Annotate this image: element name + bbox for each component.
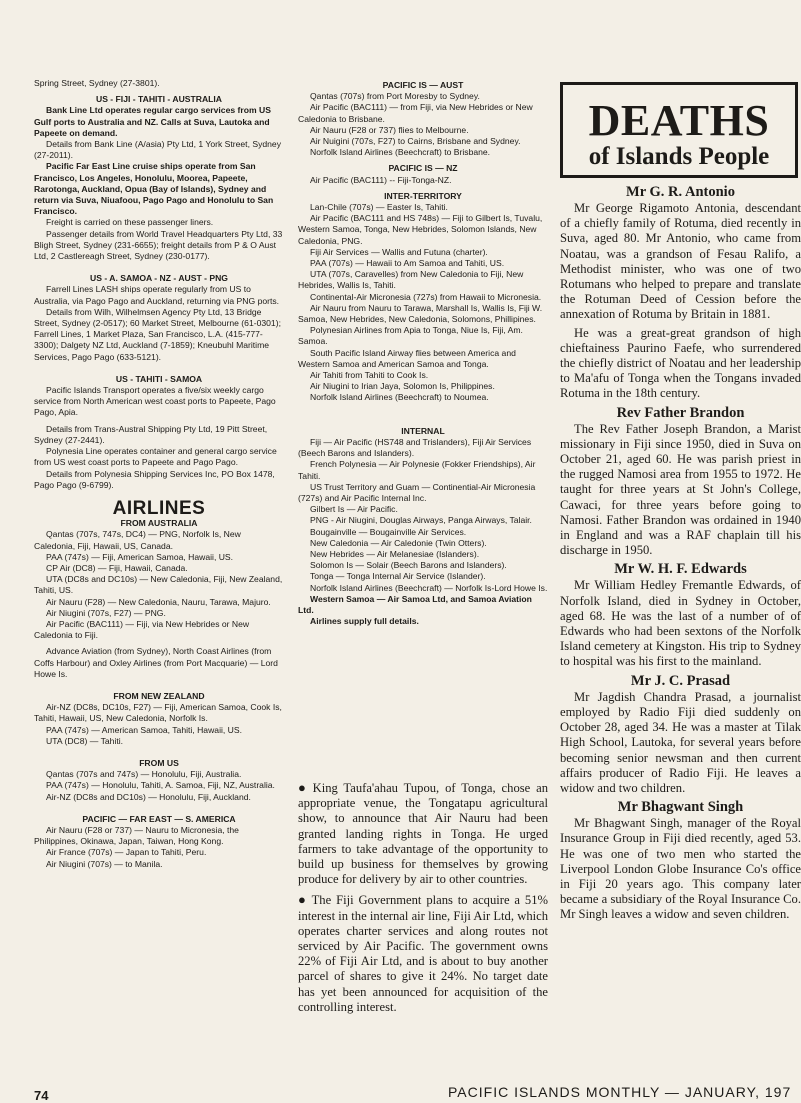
paragraph: New Hebrides — Air Melanesiae (Islanders).: [310, 548, 480, 559]
paragraph: Freight is carried on these passenger liners.: [46, 217, 214, 228]
deaths-banner: [560, 82, 798, 178]
obituary-name: Mr W. H. F. Edwards: [614, 561, 747, 578]
paragraph: Details from Trans-Austral Shipping Pty Ltd, 19 Pitt Street, Sydney (27-2441).: [34, 423, 268, 445]
page-number: 74: [34, 1088, 49, 1103]
paragraph: Air Nauru (F28 or 737) — Nauru to Micronesia, the Philippines, Okinawa, Japan, Taiwan, Hong Kong.: [34, 824, 239, 847]
paragraph: Air Pacific (BAC111) -- Fiji-Tonga-NZ.: [310, 174, 452, 185]
obituary-text: The Rev Father Joseph Brandon, a Marist missionary in Fiji since 1950, died in Suva on October 21, aged 60. He was parish priest in the rugged Namosi area from 1955 to 1972. He taught for three years at St John's College, Cawaci, for three years before going to Namosi. Father Brandon was ordained in 1940 in England and was a RAF chaplain till his discharge in 1950.: [560, 421, 801, 558]
news-item: ● The Fiji Government plans to acquire a 51% interest in the internal air line, Fiji Air Ltd, which operates charter services and along routes not serviced by Air Pacific. The government owns 22% of Fiji Air Ltd, and is about to buy another parcel of shares to give it 24%. No target date has yet been announced for acquisition of the controlling interest.: [298, 892, 548, 1014]
paragraph: Air Pacific (BAC111) — from Fiji, via New Hebrides or New Caledonia to Brisbane.: [298, 102, 533, 124]
paragraph: Pacific Islands Transport operates a five/six weekly cargo service from North American west coast ports to Papeete, Pago Pago, Apia.: [34, 385, 276, 418]
paragraph: French Polynesia — Air Polynesie (Fokker Friendships), Air Tahiti.: [298, 459, 536, 481]
obituary-text: Mr Jagdish Chandra Prasad, a journalist employed by Radio Fiji died suddenly on October 28, aged 34. He was a master at Tilak High School, Lautoka, for several years before becoming senior newsman and then current affairs producer of Radio Fiji. He leaves a widow and two children.: [560, 689, 801, 795]
paragraph: Fiji — Air Pacific (HS748 and Trislanders), Fiji Air Services (Beech Barons and Islanders).: [298, 436, 532, 459]
obituary-name: Mr G. R. Antonio: [626, 184, 735, 200]
paragraph: Norfolk Island Airlines (Beechcraft) to Brisbane.: [310, 147, 491, 158]
paragraph: Air Pacific (BAC111 and HS 748s) — Fiji to Gilbert Is, Tuvalu, Western Samoa, Tonga, New Hebrides, Solomon Islands, New Caledonia, PNG.: [298, 213, 543, 246]
paragraph: Pacific Far East Line cruise ships operate from San Francisco, Los Angeles, Honolulu, Moorea, Papeete, Rarotonga, Auckland, Opua (Bay of Islands), Sydney and return via Suva, Niuafoou, Pago Pago and Honolulu to San Francisco.: [34, 161, 274, 217]
obituary-name: Mr J. C. Prasad: [630, 672, 731, 689]
paragraph: Details from Bank Line (A/asia) Pty Ltd, 1 York Street, Sydney (27-2011).: [34, 139, 282, 161]
paragraph: PAA (747s) — American Samoa, Tahiti, Hawaii, US.: [46, 724, 242, 735]
paragraph: New Caledonia — Air Caledonie (Twin Otters).: [310, 537, 487, 548]
paragraph: Norfolk Island Airlines (Beechcraft) to Noumea.: [310, 392, 489, 403]
paragraph: Details from Polynesia Shipping Services Inc, PO Box 1478, Pago Pago (9-6799).: [34, 468, 275, 490]
paragraph: Air Nauru from Nauru to Tarawa, Marshall Is, Wallis Is, Fiji W. Samoa, New Hebrides, New Caledonia, Solomons, Phillipines.: [298, 302, 543, 325]
paragraph: Fiji Air Services — Wallis and Futuna (charter).: [310, 246, 488, 257]
obituary-text: He was a great-great grandson of high chieftainess Paurino Faefe, who surrendered the chiefly district of Noatau and her leadership to Ma'afu of Tonga when the Tongans invaded Rotuma in the 18th century.: [560, 325, 801, 401]
paragraph: Passenger details from World Travel Headquarters Pty Ltd, 33 Bligh Street, Sydney (231-6655); freight details from P & O Aust Ltd, 2 Castlereagh Street, Sydney (230-0177).: [34, 228, 283, 262]
section-heading: FROM AUSTRALIA: [120, 518, 198, 529]
paragraph: Qantas (707s) from Port Moresby to Sydney.: [310, 91, 480, 102]
paragraph: Details from Wilh, Wilhelmsen Agency Pty Ltd, 13 Bridge Street, Sydney (2-0517); 60 Market Street, Melbourne (61-0301); Farrell Lines, 1 Market Plaza, San Francisco, L.A. (415-777-3300); Dalgety NZ Ltd, Auckland (7-1859); Kneubuhl Maritime Services, Pago Pago (633-5121).: [34, 306, 281, 362]
paragraph: PNG - Air Niugini, Douglas Airways, Panga Airways, Talair.: [310, 515, 532, 526]
banner-subtitle: of Islands People: [588, 143, 770, 170]
obituary-text: Mr William Hedley Fremantle Edwards, of Norfolk Island, died in Sydney in October, aged 68. He was the last of a number of of Edwards who had been sextons of the Norfolk Island cemetery at Kingston. His trip to Sydney to hospital was his first to the mainland.: [560, 578, 801, 669]
banner-title: DEATHS: [588, 96, 770, 145]
paragraph: PAA (747s) — Honolulu, Tahiti, A. Samoa, Fiji, NZ, Australia.: [46, 780, 275, 791]
news-items: [298, 780, 548, 1020]
section-heading: INTERNAL: [401, 425, 445, 436]
paragraph: Air Niugini (707s, F27) — PNG.: [46, 607, 166, 618]
paragraph: Air Nauru (F28) — New Caledonia, Nauru, Tarawa, Majuro.: [46, 596, 271, 607]
paragraph: Lan-Chile (707s) — Easter Is, Tahiti.: [310, 202, 448, 213]
obituary-name: Rev Father Brandon: [616, 404, 745, 421]
paragraph: Tonga — Tonga Internal Air Service (Islander).: [310, 571, 486, 582]
paragraph: PAA (707s) — Hawaii to Am Samoa and Tahiti, US.: [310, 258, 505, 269]
intro-line: Spring Street, Sydney (27-3801).: [34, 78, 160, 88]
paragraph: Air Pacific (BAC111) — Fiji, via New Hebrides or New Caledonia to Fiji.: [34, 618, 250, 641]
paragraph: Continental-Air Micronesia (727s) from Hawaii to Micronesia.: [310, 291, 542, 302]
paragraph: Norfolk Island Airlines (Beechcraft) — Norfolk Is-Lord Howe Is.: [310, 582, 548, 593]
paragraph: UTA (707s, Caravelles) from New Caledonia to Fiji, New Hebrides, Wallis Is, Tahiti.: [298, 269, 524, 291]
airlines-title: AIRLINES: [112, 497, 206, 519]
paragraph: Air Tahiti from Tahiti to Cook Is.: [310, 370, 429, 381]
closing-note: Airlines supply full details.: [310, 616, 419, 627]
paragraph: UTA (DC8) — Tahiti.: [46, 735, 124, 746]
paragraph: Polynesia Line operates container and general cargo service from US west coast ports to Papeete and Pago Pago.: [34, 446, 277, 468]
paragraph: Bank Line Ltd operates regular cargo services from US Gulf ports to Australia and NZ. Calls at Suva, Lautoka and Papeete on demand.: [34, 105, 271, 138]
section-heading: PACIFIC IS — AUST: [382, 80, 464, 90]
section-heading: FROM NEW ZEALAND: [113, 690, 205, 701]
paragraph: Air Niugini (707s) — to Manila.: [46, 858, 163, 869]
middle-column: [298, 80, 548, 627]
section-heading: US - FIJI - TAHITI - AUSTRALIA: [95, 94, 223, 105]
paragraph: South Pacific Island Airway flies between America and Western Samoa and American Samoa and Tonga.: [298, 347, 516, 369]
paragraph: PAA (747s) — Fiji, American Samoa, Hawaii, US.: [46, 551, 234, 562]
section-heading: FROM US: [139, 757, 179, 768]
news-item: ● King Taufa'ahau Tupou, of Tonga, chose an appropriate venue, the Tongatapu agricultural show, to announce that Air Nauru had been granted landing rights in Tonga. He urged farmers to take advantage of the opportunity to build up business for themselves by growing produce for delivery by air to other countries.: [298, 780, 548, 887]
paragraph: Advance Aviation (from Sydney), North Coast Airlines (from Coffs Harbour) and Oxley Airlines (from Port Macquarie) — Lord Howe Is.: [34, 646, 278, 679]
paragraph: Qantas (707s, 747s, DC4) — PNG, Norfolk Is, New Caledonia, Fiji, Hawaii, US, Canada.: [34, 529, 241, 551]
paragraph: Qantas (707s and 747s) — Honolulu, Fiji, Australia.: [46, 769, 242, 780]
paragraph: UTA (DC8s and DC10s) — New Caledonia, Fiji, New Zealand, Tahiti, US.: [34, 574, 283, 596]
paragraph: Air-NZ (DC8s and DC10s) — Honolulu, Fiji, Auckland.: [46, 791, 251, 802]
paragraph: Air Nuigini (707s, F27) to Cairns, Brisbane and Sydney.: [310, 136, 521, 147]
paragraph: Air-NZ (DC8s, DC10s, F27) — Fiji, American Samoa, Cook Is, Tahiti, Hawaii, US, New Caledonia, Norfolk Is.: [34, 702, 282, 724]
paragraph: Polynesian Airlines from Apia to Tonga, Niue Is, Fiji, Am. Samoa.: [298, 325, 523, 347]
publication-footer: PACIFIC ISLANDS MONTHLY — JANUARY, 197: [448, 1084, 792, 1100]
paragraph: US Trust Territory and Guam — Continential-Air Micronesia (727s) and Air Pacific Internal Inc.: [298, 481, 536, 503]
paragraph: Western Samoa — Air Samoa Ltd, and Samoa Aviation Ltd.: [298, 593, 532, 615]
paragraph: Air Nauru (F28 or 737) flies to Melbourne.: [310, 124, 469, 135]
paragraph: Air France (707s) — Japan to Tahiti, Peru.: [46, 847, 207, 858]
bullet-icon: ●: [298, 892, 308, 908]
left-column: [34, 78, 284, 870]
section-heading: US - TAHITI - SAMOA: [115, 373, 203, 384]
section-heading: INTER-TERRITORY: [384, 190, 462, 201]
obituary-name: Mr Bhagwant Singh: [617, 799, 744, 816]
paragraph: Air Niugini to Irian Jaya, Solomon Is, Philippines.: [310, 381, 495, 392]
paragraph: Solomon Is — Solair (Beech Barons and Islanders).: [310, 560, 507, 571]
paragraph: CP Air (DC8) — Fiji, Hawaii, Canada.: [46, 562, 188, 573]
paragraph: Farrell Lines LASH ships operate regularly from US to Australia, via Pago Pago and Auckland, returning via PNG ports.: [34, 284, 280, 306]
obituaries: [560, 184, 801, 926]
section-heading: PACIFIC — FAR EAST — S. AMERICA: [82, 813, 236, 824]
paragraph: Bougainville — Bougainville Air Services.: [310, 526, 467, 537]
obituary-text: Mr Bhagwant Singh, manager of the Royal Insurance Group in Fiji died recently, aged 53. He was one of two men who started the Liverpool London Globe Insurance Co's office in Fiji 20 years ago. This company later became a subsidiary of the Royal Insurance Co. Mr Singh leaves a widow and seven children.: [560, 816, 801, 922]
bullet-icon: ●: [298, 780, 309, 795]
paragraph: Gilbert Is — Air Pacific.: [310, 504, 398, 515]
obituary-text: Mr George Rigamoto Antonia, descendant of a chiefly family of Rotuma, died recently in Suva, aged 80. Mr Antonio, who came from Noatau, was a grandson of Fesau Ralifo, a Methodist minister, who was one of two Rotumans who helped to prepare and translate the Rotuman Deed of Cession before the annexation of Rotuma by Britain in 1881.: [560, 201, 801, 322]
section-heading: US - A. SAMOA - NZ - AUST - PNG: [90, 273, 228, 284]
section-heading: PACIFIC IS — NZ: [388, 163, 458, 174]
